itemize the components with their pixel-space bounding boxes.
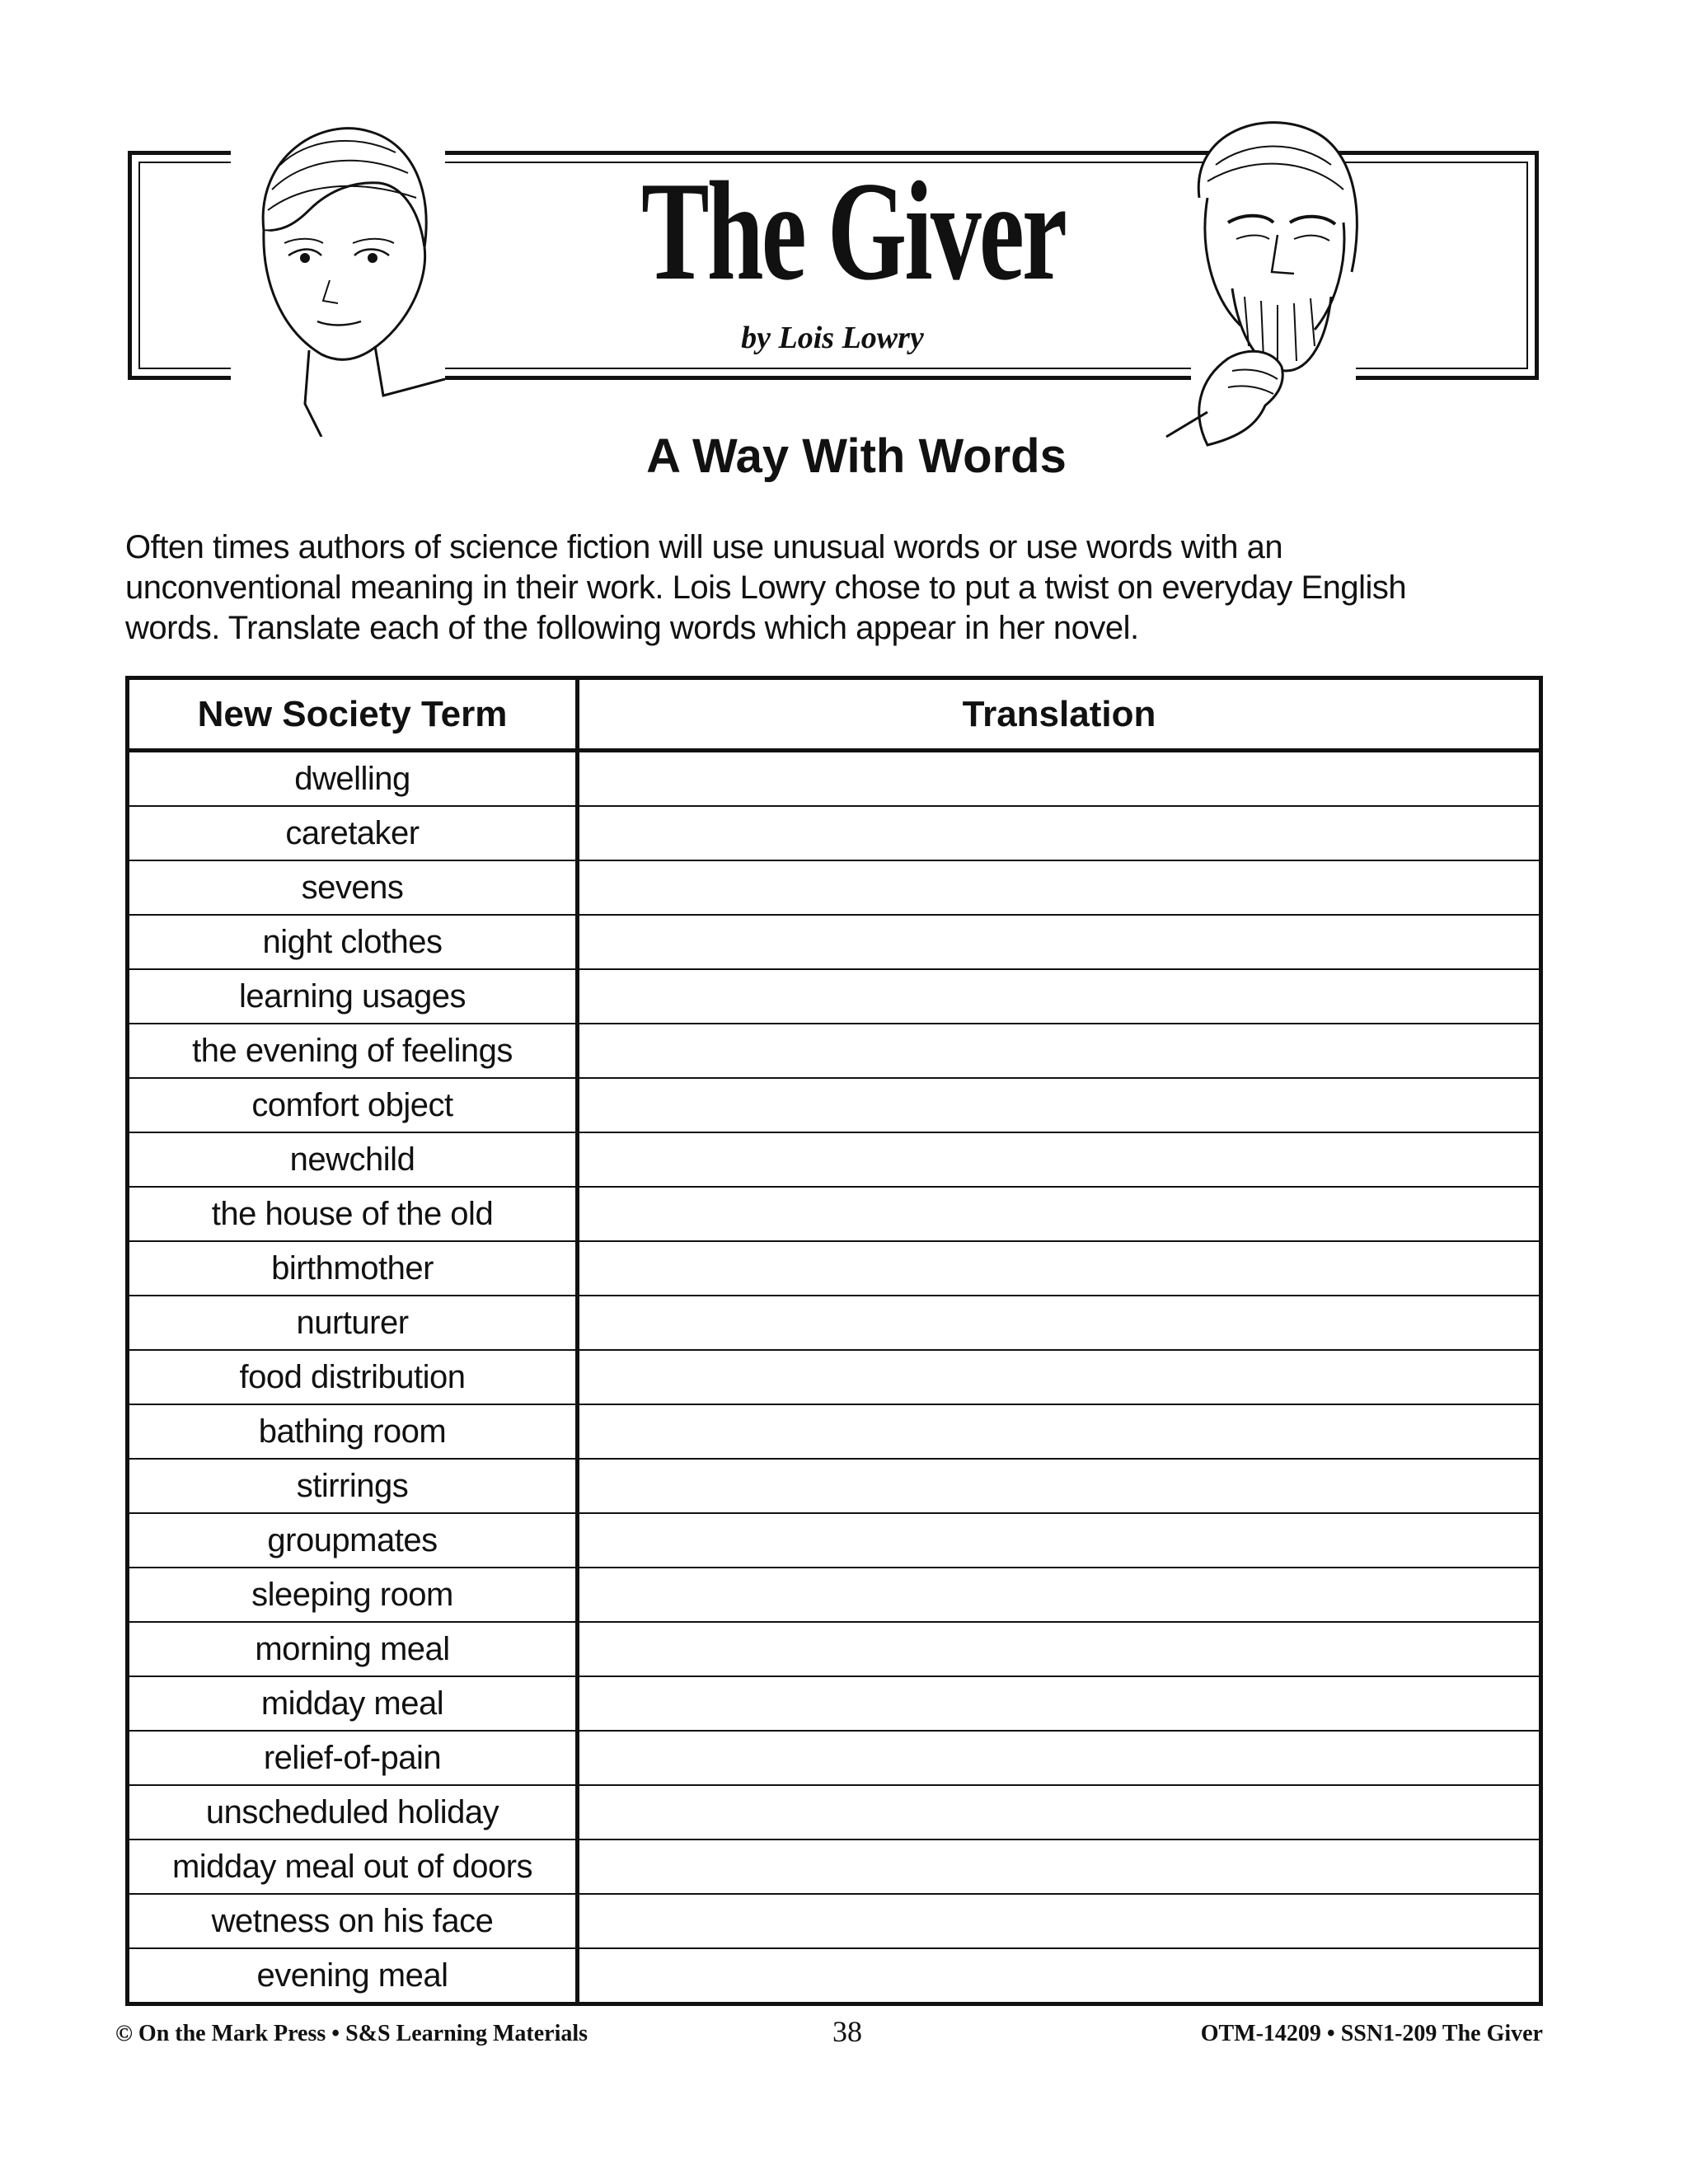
translation-blank-cell[interactable] [579, 1188, 1539, 1240]
translation-blank-cell[interactable] [579, 1514, 1539, 1567]
header-translation-label: Translation [962, 693, 1156, 734]
table-row [129, 1732, 1539, 1786]
header-translation-cell [579, 680, 1539, 748]
table-row [129, 1949, 1539, 2002]
table-row [129, 1242, 1539, 1296]
page-number: 38 [832, 2015, 862, 2048]
term-cell [129, 807, 579, 860]
translation-blank-cell[interactable] [579, 1786, 1539, 1839]
translation-blank-cell[interactable] [579, 1840, 1539, 1893]
translation-blank-cell[interactable] [579, 970, 1539, 1023]
header-term-label: New Society Term [197, 693, 508, 734]
term-label: newchild [289, 1141, 415, 1178]
intro-line: words. Translate each of the following words which appear in her novel. [125, 610, 1139, 646]
table-row [129, 1623, 1539, 1677]
table-row [129, 1133, 1539, 1188]
table-row [129, 916, 1539, 970]
intro-line: Often times authors of science fiction will use unusual words or use words with an [125, 529, 1283, 565]
term-label: dwelling [294, 760, 410, 797]
table-row [129, 1895, 1539, 1949]
term-cell [129, 1405, 579, 1458]
table-row [129, 1460, 1539, 1514]
term-cell [129, 1188, 579, 1240]
table-row [129, 1188, 1539, 1242]
term-cell [129, 861, 579, 914]
term-label: bathing room [258, 1413, 447, 1450]
term-cell [129, 1514, 579, 1567]
term-cell [129, 916, 579, 968]
term-label: birthmother [271, 1249, 434, 1286]
intro-line: unconventional meaning in their work. Lois Lowry chose to put a twist on everyday English [125, 569, 1407, 606]
term-label: stirrings [296, 1467, 409, 1504]
table-row [129, 861, 1539, 916]
translation-blank-cell[interactable] [579, 1677, 1539, 1730]
term-label: groupmates [267, 1521, 438, 1558]
table-row [129, 1296, 1539, 1351]
term-label: wetness on his face [211, 1902, 494, 1939]
term-cell [129, 1079, 579, 1132]
term-label: sevens [301, 869, 404, 906]
term-label: relief-of-pain [263, 1739, 442, 1776]
translation-blank-cell[interactable] [579, 1623, 1539, 1675]
term-label: food distribution [239, 1358, 466, 1395]
translation-blank-cell[interactable] [579, 1024, 1539, 1077]
term-label: comfort object [251, 1086, 453, 1123]
term-cell [129, 752, 579, 805]
translation-blank-cell[interactable] [579, 1405, 1539, 1458]
term-label: night clothes [262, 923, 443, 960]
term-cell [129, 1133, 579, 1186]
term-label: the evening of feelings [192, 1032, 513, 1069]
author-byline: by Lois Lowry [741, 321, 924, 355]
footer-copyright: © On the Mark Press • S&S Learning Materials [115, 2021, 588, 2046]
table-row [129, 1024, 1539, 1079]
translation-blank-cell[interactable] [579, 807, 1539, 860]
table-row [129, 752, 1539, 807]
term-label: caretaker [285, 814, 420, 851]
term-label: evening meal [256, 1957, 448, 1994]
translation-blank-cell[interactable] [579, 1242, 1539, 1295]
term-label: morning meal [255, 1630, 450, 1667]
term-label: learning usages [239, 977, 466, 1015]
translation-blank-cell[interactable] [579, 1732, 1539, 1784]
vocabulary-table [125, 676, 1543, 2006]
term-label: the house of the old [211, 1195, 494, 1232]
girl-portrait-icon [231, 107, 445, 437]
term-cell [129, 1732, 579, 1784]
translation-blank-cell[interactable] [579, 1133, 1539, 1186]
term-cell [129, 1460, 579, 1512]
translation-blank-cell[interactable] [579, 861, 1539, 914]
term-label: unscheduled holiday [205, 1793, 499, 1830]
table-row [129, 1568, 1539, 1623]
table-body [129, 752, 1539, 2002]
term-cell [129, 1949, 579, 2002]
translation-blank-cell[interactable] [579, 1079, 1539, 1132]
translation-blank-cell[interactable] [579, 1895, 1539, 1947]
table-row [129, 1786, 1539, 1840]
table-row [129, 1405, 1539, 1460]
translation-blank-cell[interactable] [579, 1460, 1539, 1512]
term-label: midday meal [260, 1685, 444, 1722]
term-cell [129, 1895, 579, 1947]
worksheet-title: The Giver [641, 153, 1066, 310]
term-label: nurturer [296, 1304, 409, 1341]
table-row [129, 1677, 1539, 1732]
term-cell [129, 1840, 579, 1893]
table-row [129, 1514, 1539, 1568]
table-header-row [129, 680, 1539, 752]
table-row [129, 807, 1539, 861]
translation-blank-cell[interactable] [579, 1949, 1539, 2002]
term-cell [129, 1296, 579, 1349]
footer-product-code: OTM-14209 • SSN1-209 The Giver [1200, 2021, 1543, 2046]
term-cell [129, 1623, 579, 1675]
header-term-cell [129, 680, 579, 748]
translation-blank-cell[interactable] [579, 1351, 1539, 1404]
term-cell [129, 1786, 579, 1839]
translation-blank-cell[interactable] [579, 752, 1539, 805]
translation-blank-cell[interactable] [579, 916, 1539, 968]
section-heading: A Way With Words [646, 429, 1067, 483]
term-cell [129, 1024, 579, 1077]
term-cell [129, 1677, 579, 1730]
term-label: midday meal out of doors [171, 1848, 533, 1885]
translation-blank-cell[interactable] [579, 1568, 1539, 1621]
term-cell [129, 970, 579, 1023]
table-row [129, 1079, 1539, 1133]
table-row [129, 1351, 1539, 1405]
term-cell [129, 1351, 579, 1404]
term-cell [129, 1242, 579, 1295]
table-row [129, 1840, 1539, 1895]
table-row [129, 970, 1539, 1024]
term-label: sleeping room [251, 1576, 453, 1613]
giver-portrait-icon [1142, 99, 1389, 453]
term-cell [129, 1568, 579, 1621]
intro-paragraph [125, 527, 1543, 649]
translation-blank-cell[interactable] [579, 1296, 1539, 1349]
